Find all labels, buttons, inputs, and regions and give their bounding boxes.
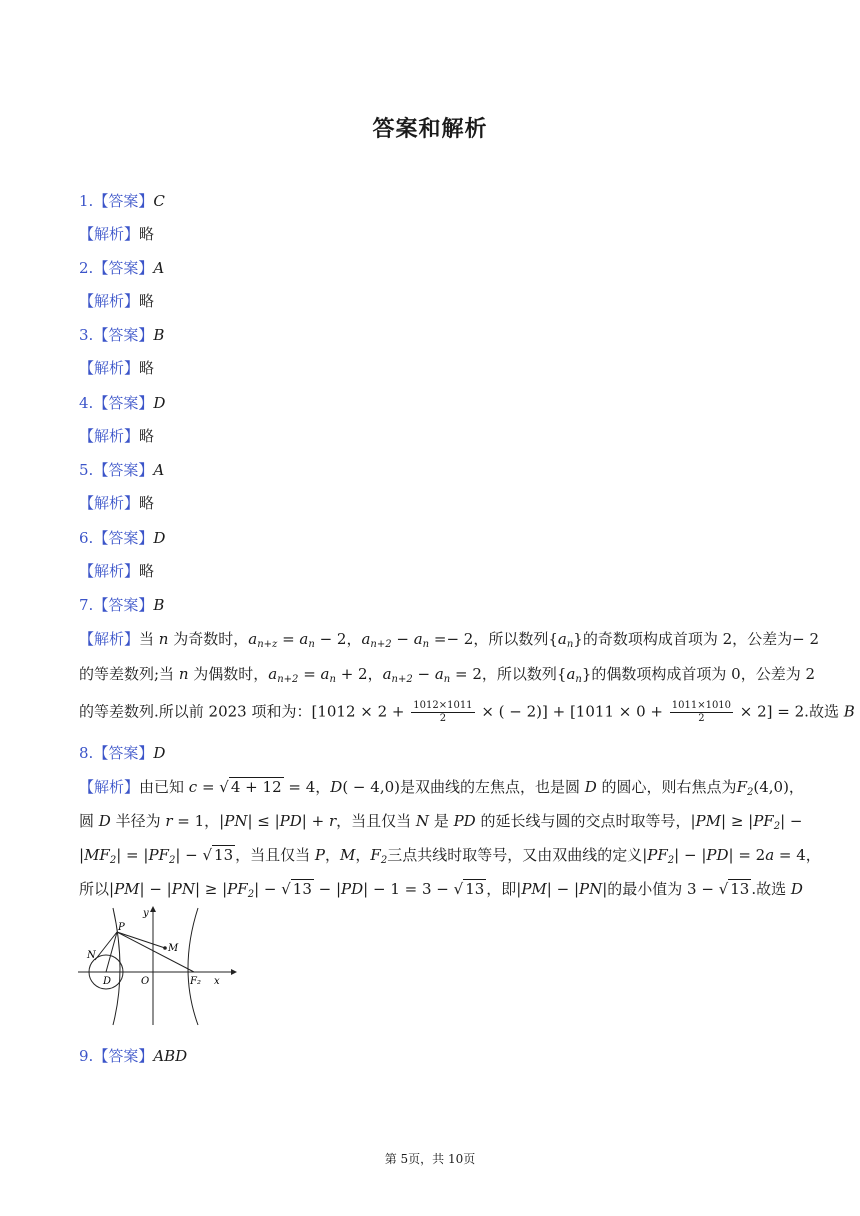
point-m — [163, 946, 167, 950]
answer-tag: 【答案】 — [93, 394, 154, 412]
analysis-line-2 — [79, 291, 154, 311]
analysis-text: 略 — [139, 292, 155, 310]
analysis-q8-line-1: 【解析】由已知 c = √ 4 + 12 = 4，D( − 4,0)是双曲线的左焦点，也是圆 D 的圆心，则右焦点为$F_2(4,0)$， — [79, 778, 804, 798]
analysis-text: 略 — [139, 562, 155, 580]
answer-value: D — [153, 744, 166, 762]
label-x: x — [214, 976, 220, 987]
answer-tag: 【答案】 — [93, 461, 154, 479]
label-m: M — [168, 943, 179, 954]
answer-tag: 【答案】 — [93, 596, 154, 614]
y-axis-arrow — [150, 906, 156, 912]
analysis-q8-line-2: 圆 D 半径为 r = 1，|PN| ≤ |PD| + r，当且仅当 N 是 PD 的延长线与圆的交点时取等号，$|PM| \ge |PF_2|$ − — [79, 812, 803, 832]
analysis-q7-line-3: 的等差数列.所以前 2023 项和为：[1012 × 2 + $\frac{1012\times 1011}{2}$ × ( − 2)] + [1011 × 0 + $\frac{1011\times 1010}{2}$ × 2] = 2.故选 B — [79, 700, 855, 724]
question-number: 1. — [79, 192, 94, 210]
answer-tag: 【答案】 — [93, 744, 154, 762]
analysis-tag: 【解析】 — [79, 494, 140, 512]
question-number: 7. — [79, 596, 94, 614]
question-number: 4. — [79, 394, 94, 412]
label-f2: F₂ — [190, 976, 201, 987]
question-number: 8. — [79, 744, 94, 762]
label-d: D — [103, 976, 112, 987]
answer-line-8 — [79, 743, 165, 763]
answer-value: ABD — [153, 1047, 188, 1065]
answer-line-2 — [79, 258, 164, 278]
answer-tag: 【答案】 — [93, 529, 154, 547]
answer-line-7 — [79, 595, 164, 615]
analysis-text: 略 — [139, 427, 155, 445]
answer-value: D — [153, 529, 166, 547]
answer-tag: 【答案】 — [93, 259, 154, 277]
question-number: 3. — [79, 326, 94, 344]
answer-value: B — [153, 596, 165, 614]
question-number: 5. — [79, 461, 94, 479]
question-number: 6. — [79, 529, 94, 547]
label-o: O — [141, 976, 150, 987]
fraction: $\frac{1012\times 1011}{2}$ — [413, 700, 473, 724]
analysis-tag: 【解析】 — [79, 778, 140, 796]
analysis-tag: 【解析】 — [79, 427, 140, 445]
label-n: N — [87, 950, 96, 961]
label-y: y — [143, 908, 149, 919]
hyperbola-figure — [73, 900, 238, 1030]
analysis-q7-line-1: 【解析】当 n 为奇数时，$a_{n+z} = a_n - 2$，$a_{n+2} - a_n =- 2$，所以数列$\{a_n\}$的奇数项构成首项为 2，公差为− 2 — [79, 630, 820, 650]
segment-pd — [106, 932, 117, 972]
answer-tag: 【答案】 — [93, 1047, 154, 1065]
answer-line-3 — [79, 325, 164, 345]
answer-value: D — [153, 394, 166, 412]
analysis-line-5 — [79, 493, 154, 513]
label-p: P — [118, 922, 125, 933]
analysis-q8-line-4: 所以$|PM| - |PN| \ge |PF_2|$ − √ 13 − |PD| − 1 = 3 − √ 13 ，即|PM| − |PN|的最小值为 3 − √ 13 .故选 D — [79, 880, 803, 900]
analysis-line-6 — [79, 561, 154, 581]
segment-pm — [117, 932, 165, 948]
analysis-text: 略 — [139, 359, 155, 377]
question-number: 9. — [79, 1047, 94, 1065]
segment-pn — [95, 932, 117, 960]
answer-line-4 — [79, 393, 165, 413]
answer-value: A — [153, 259, 165, 277]
analysis-line-4 — [79, 426, 154, 446]
answer-line-9 — [79, 1046, 187, 1066]
analysis-tag: 【解析】 — [79, 225, 140, 243]
answer-line-6 — [79, 528, 165, 548]
analysis-text: 略 — [139, 494, 155, 512]
answer-tag: 【答案】 — [93, 192, 154, 210]
analysis-text: 略 — [139, 225, 155, 243]
analysis-q7-line-2: 的等差数列;当 n 为偶数时，$a_{n+2} = a_n + 2$，$a_{n+2} - a_n = 2$，所以数列$\{a_n\}$的偶数项构成首项为 0，公差为 2 — [79, 665, 816, 685]
analysis-line-1 — [79, 224, 154, 244]
question-number: 2. — [79, 259, 94, 277]
segment-pf2 — [117, 932, 194, 972]
hyperbola-right-branch — [188, 908, 198, 1025]
analysis-tag: 【解析】 — [79, 292, 140, 310]
page-footer: 第 5页，共 10页 — [384, 1152, 476, 1166]
analysis-line-3 — [79, 358, 154, 378]
answer-line-5 — [79, 460, 164, 480]
fraction: $\frac{1011\times 1010}{2}$ — [671, 700, 732, 724]
x-axis-arrow — [231, 969, 237, 975]
answer-value: B — [153, 326, 165, 344]
analysis-tag: 【解析】 — [79, 630, 140, 648]
analysis-tag: 【解析】 — [79, 562, 140, 580]
analysis-q8-line-3: $|MF_2| = |PF_2|$ − √ 13 ，当且仅当 P，M，$F_2$三点共线时取等号，又由双曲线的定义$|PF_2| - |PD| = 2a = 4$， — [79, 846, 821, 866]
page-title: 答案和解析 — [372, 117, 488, 142]
answer-line-1 — [79, 191, 165, 211]
analysis-tag: 【解析】 — [79, 359, 140, 377]
answer-value: A — [153, 461, 165, 479]
answer-value: C — [153, 192, 165, 210]
answer-tag: 【答案】 — [93, 326, 154, 344]
